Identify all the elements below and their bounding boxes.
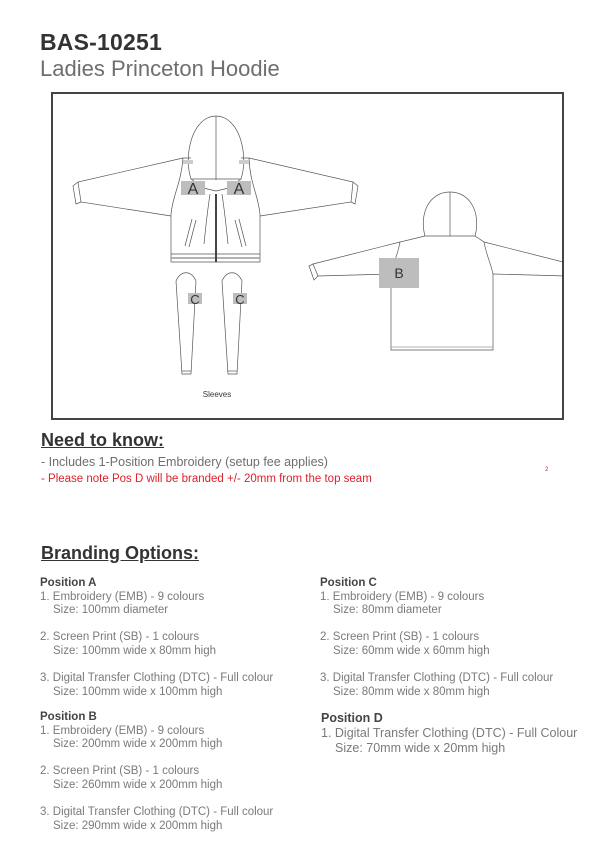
option-line: 3. Digital Transfer Clothing (DTC) - Full colour [40,805,274,818]
option [40,765,273,792]
option [320,591,553,618]
product-code: BAS-10251 [40,29,162,55]
note-embroidery: - Includes 1-Position Embroidery (setup fee applies) [41,455,328,469]
option [40,672,273,699]
option-line: 3. Digital Transfer Clothing (DTC) - Full colour [40,671,274,684]
option-line: 1. Digital Transfer Clothing (DTC) - Full Colour [321,726,578,740]
option [40,631,273,658]
option [40,591,273,618]
position-title: Position A [40,577,97,589]
option [320,631,553,658]
zone-a-left-label: A [187,181,199,198]
zone-a-right-label: A [233,181,245,198]
position-title: Position C [320,577,377,589]
zone-b-label: B [394,265,404,281]
product-name: Ladies Princeton Hoodie [40,56,280,81]
option-size: Size: 100mm diameter [53,604,169,617]
garment-diagram-frame [51,92,564,420]
back-hoodie-illustration [309,192,562,350]
option-size: Size: 100mm wide x 100mm high [53,685,223,698]
option-size: Size: 290mm wide x 200mm high [53,819,223,832]
sleeves-illustration [176,273,245,374]
note-pos-d: - Please note Pos D will be branded +/- 20mm from the top seam [41,473,372,485]
option [40,806,273,833]
option-line: 1. Embroidery (EMB) - 9 colours [40,590,205,603]
option [320,672,553,699]
option-size: Size: 70mm wide x 20mm high [335,741,506,755]
option [40,725,273,752]
option-line: 2. Screen Print (SB) - 1 colours [40,765,200,778]
option-size: Size: 200mm wide x 200mm high [53,738,223,751]
zone-c-left-label: C [190,292,200,307]
need-to-know-heading: Need to know: [41,430,165,450]
option-size: Size: 80mm wide x 80mm high [333,685,490,698]
option-size: Size: 100mm wide x 80mm high [53,644,216,657]
option-line: 1. Embroidery (EMB) - 9 colours [40,724,205,737]
option-line: 1. Embroidery (EMB) - 9 colours [320,590,485,603]
front-hoodie-illustration [73,116,358,262]
option-line: 2. Screen Print (SB) - 1 colours [320,631,480,644]
position-d [321,711,577,770]
branding-options-heading: Branding Options: [41,543,199,563]
position-c [320,577,553,713]
garment-diagram [53,94,562,418]
option [321,726,577,756]
option-size: Size: 260mm wide x 200mm high [53,778,223,791]
zone-c-right-label: C [235,292,245,307]
option-line: 3. Digital Transfer Clothing (DTC) - Full colour [320,671,554,684]
option-line: 2. Screen Print (SB) - 1 colours [40,631,200,644]
position-title: Position B [40,711,97,723]
option-size: Size: 60mm wide x 60mm high [333,644,490,657]
page-marker: 2 [545,467,549,473]
position-title: Position D [321,711,383,725]
position-a [40,577,273,713]
option-size: Size: 80mm diameter [333,604,442,617]
position-b [40,711,273,847]
sleeves-caption: Sleeves [202,390,232,399]
